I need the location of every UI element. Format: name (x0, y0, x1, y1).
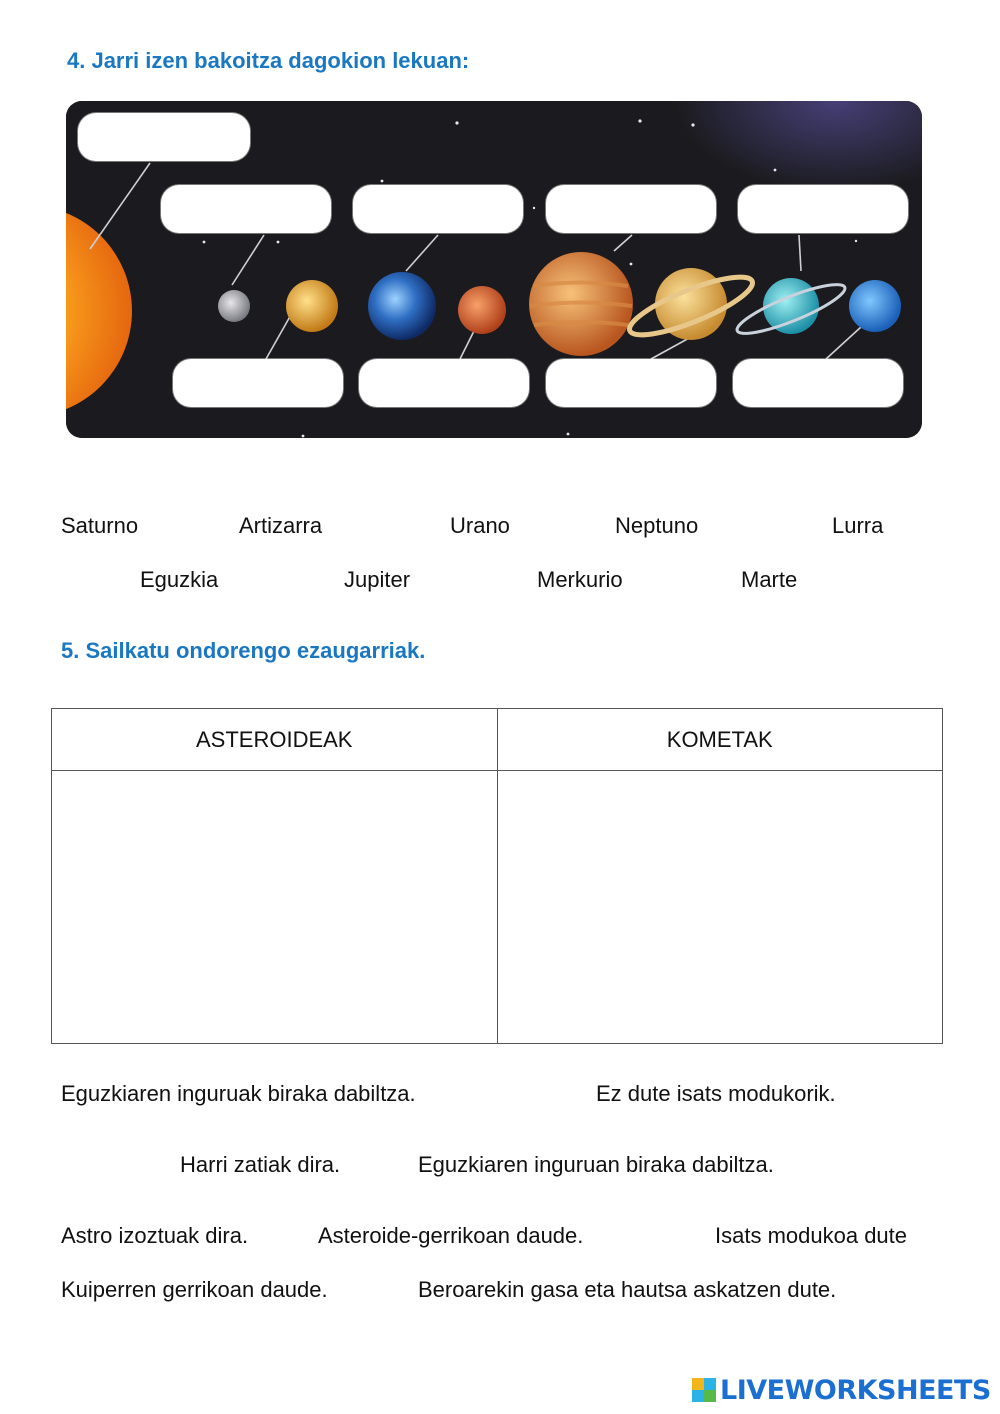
statement-item[interactable]: Beroarekin gasa eta hautsa askatzen dute. (418, 1277, 837, 1302)
word-bank-item[interactable]: Urano (450, 513, 510, 538)
solar-system-image (66, 101, 922, 438)
mercury-illustration (218, 290, 250, 322)
answer-slot-6[interactable] (359, 359, 529, 407)
venus-illustration (286, 280, 338, 332)
answer-slot-5[interactable] (173, 359, 343, 407)
word-bank-item[interactable]: Marte (741, 567, 798, 592)
liveworksheets-logo-icon (692, 1378, 716, 1402)
answer-slot-7[interactable] (546, 359, 716, 407)
word-bank-item[interactable]: Artizarra (239, 513, 323, 538)
word-bank-item[interactable]: Neptuno (615, 513, 699, 538)
question-4-title: 4. Jarri izen bakoitza dagokion lekuan: (67, 48, 470, 73)
statement-item[interactable]: Kuiperren gerrikoan daude. (61, 1277, 328, 1302)
answer-slot-2[interactable] (353, 185, 523, 233)
column-header-asteroids: ASTEROIDEAK (52, 709, 498, 771)
drop-zone-asteroids[interactable] (52, 771, 498, 1044)
statement-item[interactable]: Ez dute isats modukorik. (596, 1081, 836, 1106)
drop-zone-comets[interactable] (497, 771, 943, 1044)
neptune-illustration (849, 280, 901, 332)
word-bank-item[interactable]: Lurra (832, 513, 884, 538)
question-5-title: 5. Sailkatu ondorengo ezaugarriak. (61, 638, 426, 663)
word-bank-item[interactable]: Saturno (61, 513, 139, 538)
column-header-comets: KOMETAK (497, 709, 943, 771)
word-bank-item[interactable]: Merkurio (537, 567, 623, 592)
statement-item[interactable]: Eguzkiaren inguruak biraka dabiltza. (61, 1081, 416, 1106)
answer-slot-3[interactable] (546, 185, 716, 233)
statement-item[interactable]: Asteroide-gerrikoan daude. (318, 1223, 584, 1248)
answer-slot-sun[interactable] (78, 113, 250, 161)
liveworksheets-logo (692, 1372, 991, 1408)
answer-slot-4[interactable] (738, 185, 908, 233)
mars-illustration (458, 286, 506, 334)
logo-text: LIVEWORKSHEETS (720, 1374, 991, 1406)
word-bank-item[interactable]: Eguzkia (140, 567, 219, 592)
answer-slot-1[interactable] (161, 185, 331, 233)
earth-illustration (368, 272, 436, 340)
classification-table (51, 708, 943, 1044)
answer-slot-8[interactable] (733, 359, 903, 407)
jupiter-illustration (529, 252, 633, 356)
statement-item[interactable]: Astro izoztuak dira. (61, 1223, 249, 1248)
statement-item[interactable]: Eguzkiaren inguruan biraka dabiltza. (418, 1152, 774, 1177)
statement-item[interactable]: Harri zatiak dira. (180, 1152, 341, 1177)
statement-item[interactable]: Isats modukoa dute (715, 1223, 908, 1248)
word-bank-item[interactable]: Jupiter (344, 567, 411, 592)
